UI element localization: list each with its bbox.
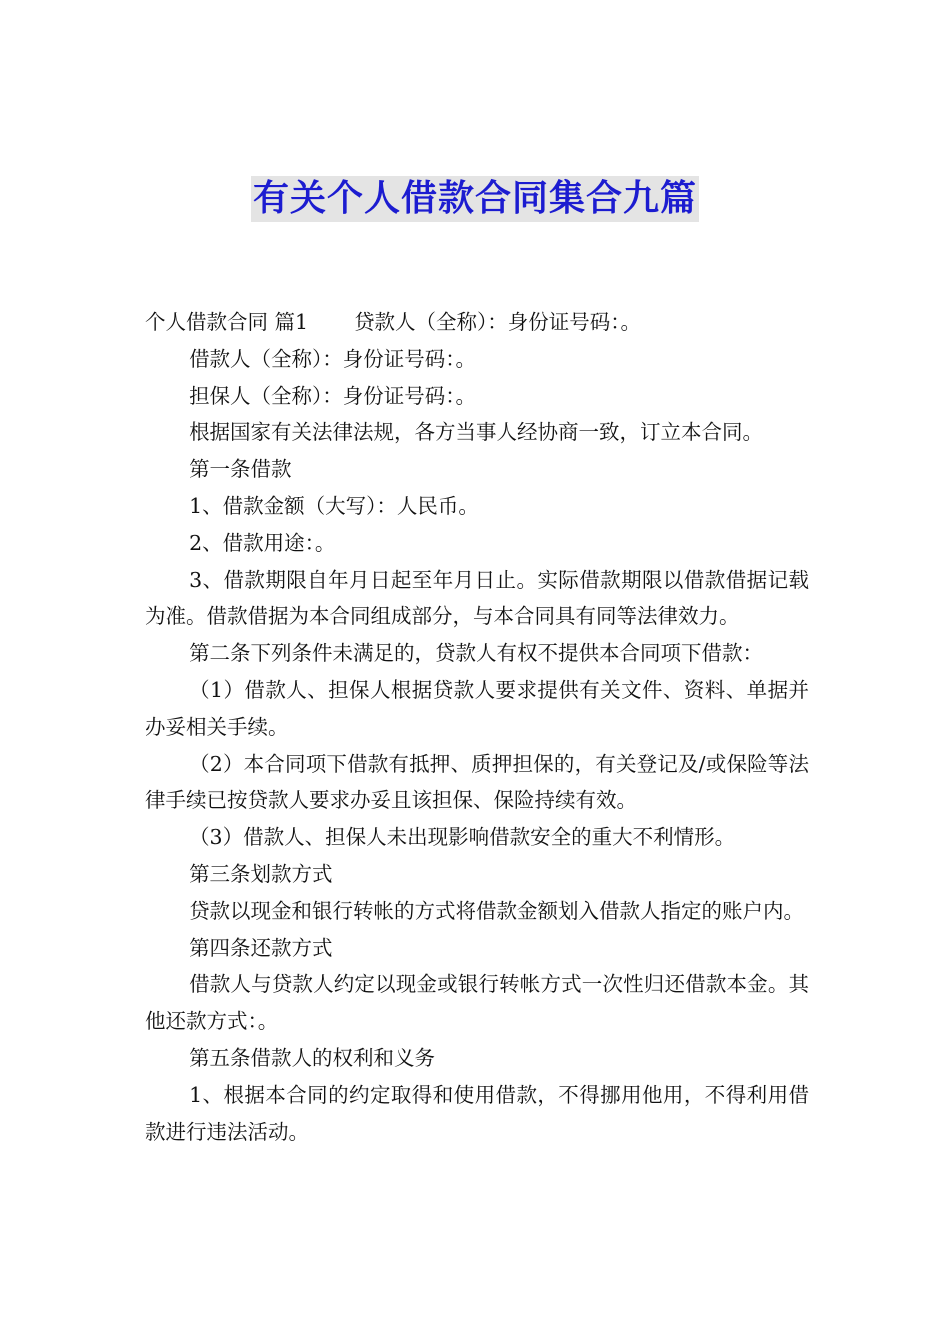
paragraph: 第一条借款 xyxy=(189,457,292,482)
paragraph: 贷款以现金和银行转帐的方式将借款金额划入借款人指定的账户内。 xyxy=(189,898,805,923)
paragraph: （1）借款人、担保人根据贷款人要求提供有关文件、资料、单据并办妥相关手续。 xyxy=(145,677,809,739)
paragraph-first-line xyxy=(145,304,809,341)
document-body xyxy=(145,304,809,1150)
lender-line: 贷款人（全称）：身份证号码：。 xyxy=(354,310,642,334)
paragraph: 借款人与贷款人约定以现金或银行转帐方式一次性归还借款本金。其他还款方式：。 xyxy=(145,972,809,1034)
paragraph: 3、借款期限自年月日起至年月日止。实际借款期限以借款借据记载为准。借款借据为本合同组成部分，与本合同具有同等法律效力。 xyxy=(145,567,809,629)
paragraph: 借款人（全称）：身份证号码：。 xyxy=(189,346,477,371)
paragraph: 第二条下列条件未满足的，贷款人有权不提供本合同项下借款： xyxy=(189,641,764,666)
paragraph: （3）借款人、担保人未出现影响借款安全的重大不利情形。 xyxy=(189,825,736,850)
title-container xyxy=(0,176,950,222)
paragraph: 1、借款金额（大写）：人民币。 xyxy=(189,493,479,518)
paragraph: 2、借款用途：。 xyxy=(189,530,336,555)
paragraph: 第四条还款方式 xyxy=(189,935,333,960)
paragraph: 根据国家有关法律法规，各方当事人经协商一致，订立本合同。 xyxy=(189,420,764,445)
section-heading: 个人借款合同 篇1 xyxy=(145,310,309,334)
paragraph: 第五条借款人的权利和义务 xyxy=(189,1045,436,1070)
paragraph: 担保人（全称）：身份证号码：。 xyxy=(189,383,477,408)
paragraph: 第三条划款方式 xyxy=(189,861,333,886)
paragraph: 1、根据本合同的约定取得和使用借款，不得挪用他用，不得利用借款进行违法活动。 xyxy=(145,1082,809,1144)
paragraph: （2）本合同项下借款有抵押、质押担保的，有关登记及/或保险等法律手续已按贷款人要求办妥且该担保、保险持续有效。 xyxy=(145,751,809,813)
document-title: 有关个人借款合同集合九篇 xyxy=(251,176,699,222)
